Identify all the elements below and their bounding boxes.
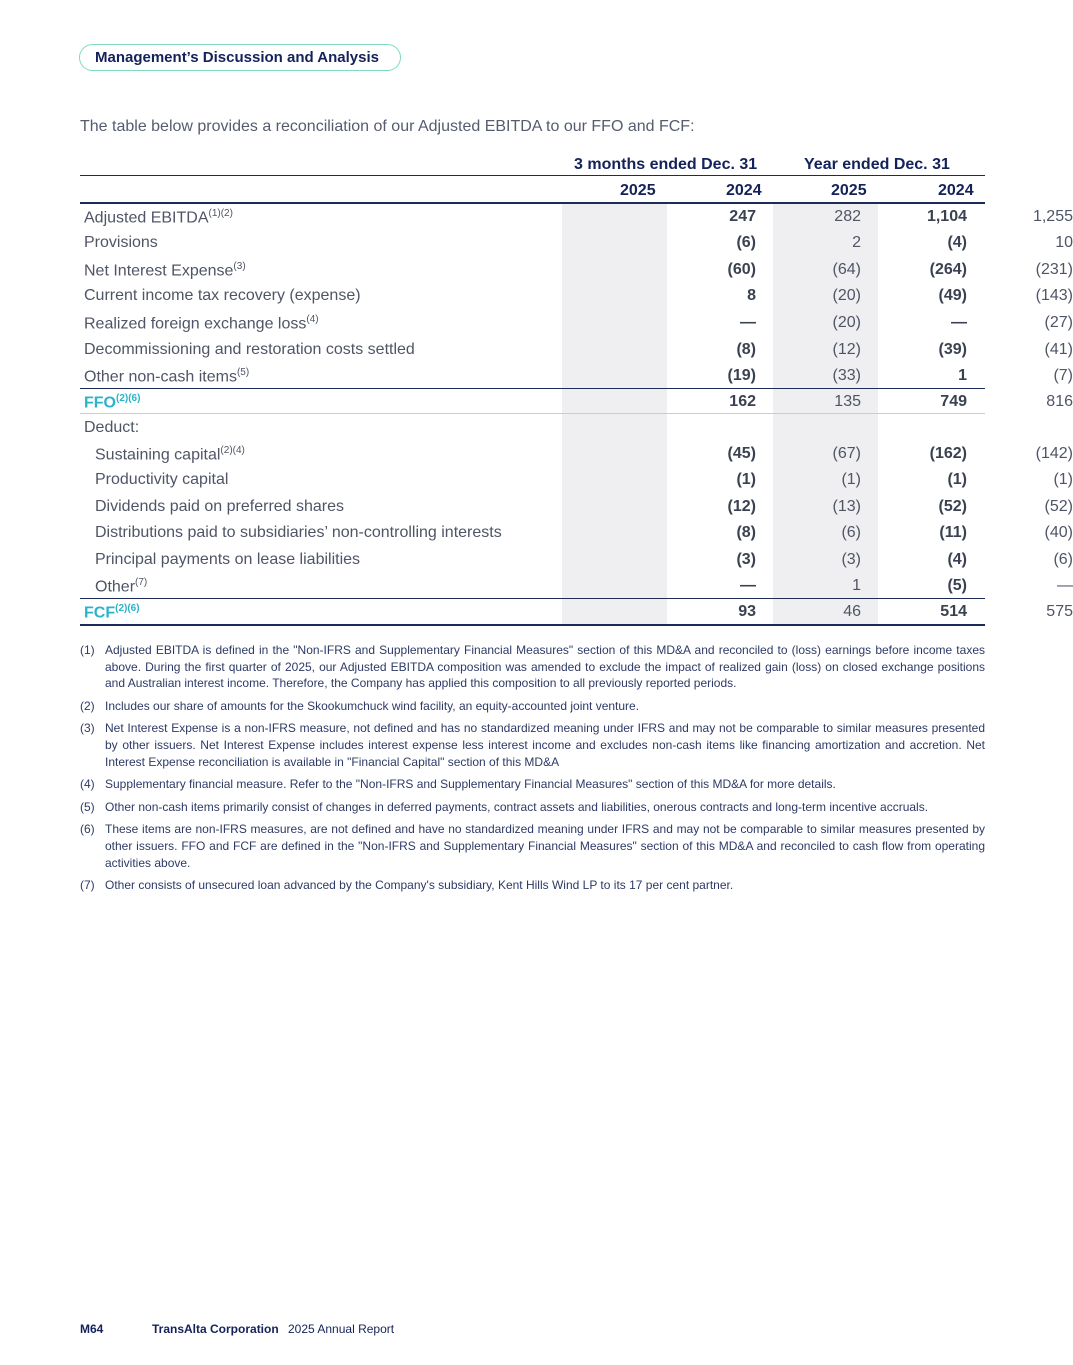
table-row (80, 363, 1073, 389)
table-row (80, 310, 1073, 336)
row-value: 514 (940, 603, 967, 620)
row-label (84, 234, 158, 252)
row-value: (52) (1044, 498, 1073, 515)
row-label (84, 367, 249, 386)
row-value: 135 (834, 393, 861, 410)
row-value: 10 (1055, 234, 1073, 251)
row-label-text: Principal payments on lease liabilities (95, 551, 361, 568)
section-header-pill (79, 44, 401, 71)
row-label-text: Dividends paid on preferred shares (95, 498, 345, 515)
row-value: 282 (834, 208, 861, 225)
row-value: (20) (832, 314, 861, 331)
footnote-ref: (2)(6) (115, 603, 140, 614)
row-value: 1 (958, 367, 967, 384)
footnote-ref: (5) (236, 367, 250, 378)
table-row (80, 599, 1073, 625)
year-header-q-2024: 2024 (726, 182, 762, 199)
intro-text: The table below provides a reconciliation of our Adjusted EBITDA to our FFO and FCF: (80, 118, 695, 135)
row-value: (41) (1044, 341, 1073, 358)
table-row (80, 441, 1073, 467)
row-label (95, 471, 228, 489)
row-value: 1,104 (926, 208, 967, 225)
row-value: 1 (852, 577, 861, 594)
row-label (84, 419, 139, 437)
footnotes (80, 642, 985, 900)
row-label-text: Realized foreign exchange loss (84, 315, 307, 333)
row-value: (67) (832, 445, 861, 462)
row-value: (6) (841, 524, 861, 541)
row-label (95, 445, 245, 464)
year-header-y-2024: 2024 (938, 182, 974, 199)
row-label-text: Other (95, 578, 136, 596)
page-footer (80, 1322, 395, 1336)
row-value: 247 (729, 208, 756, 225)
footnote: (3) Net Interest Expense is a non-IFRS measure, not defined and has no standardized meaning under IFRS and may not be comparable to similar measures presented by other issuers. Net Interest Expense includes interest expense less interest income and excludes non-cash items like financing amortization and accretion. Net Interest Expense reconciliation is available in "Financial Capital" section of this MD&A (80, 721, 985, 769)
table-row (80, 257, 1073, 283)
row-value: 46 (843, 603, 861, 620)
page-number: M64 (80, 1322, 104, 1336)
row-label-text: Provisions (84, 234, 158, 251)
row-value: (19) (727, 367, 756, 384)
table-row (80, 573, 1073, 599)
row-value: 162 (729, 393, 756, 410)
row-label (95, 577, 147, 596)
row-label-text: Productivity capital (95, 471, 229, 488)
table-row (80, 467, 1073, 493)
row-value: (162) (929, 445, 967, 462)
row-label (84, 393, 140, 412)
row-value: 93 (738, 603, 756, 620)
row-value: (7) (1053, 367, 1073, 384)
row-value: (3) (841, 551, 861, 568)
row-value: (1) (736, 471, 756, 488)
group-header-3-months: 3 months ended Dec. 31 (574, 156, 758, 173)
row-value: (264) (929, 261, 967, 278)
header-rule (80, 175, 985, 176)
row-label-text: Distributions paid to subsidiaries’ non-controlling interests (95, 524, 502, 541)
row-value: (20) (832, 287, 861, 304)
row-value: — (1057, 577, 1073, 594)
footnote-ref: (2)(4) (220, 445, 245, 456)
row-value: (27) (1044, 314, 1073, 331)
row-label-text: Other non-cash items (84, 368, 237, 386)
row-label (95, 498, 344, 516)
row-value: (11) (939, 524, 967, 541)
row-value: (12) (727, 498, 756, 515)
table-row (80, 520, 1073, 546)
row-value: (8) (736, 524, 756, 541)
row-value: (40) (1044, 524, 1073, 541)
row-label-text: FFO (84, 394, 116, 412)
row-label-text: Deduct: (84, 419, 140, 436)
row-value: (6) (1053, 551, 1073, 568)
row-value: (4) (947, 234, 967, 251)
row-value: — (740, 577, 756, 594)
footnote: (6) These items are non-IFRS measures, are not defined and have no standardized meaning under IFRS and may not be comparable to similar measures presented by other issuers. FFO and FCF are defined in the "Non-IFRS and Supplementary Financial Measures" section of this MD&A and reconciled to cash flow from operating activities above. (80, 822, 985, 870)
row-label (84, 603, 140, 622)
row-label (84, 341, 415, 359)
row-value: 816 (1046, 393, 1073, 410)
table-row (80, 547, 1073, 573)
row-value: (39) (938, 341, 967, 358)
row-value: (33) (832, 367, 861, 384)
row-value: (13) (832, 498, 861, 515)
row-label (84, 287, 361, 305)
row-label (95, 524, 502, 542)
table-row (80, 415, 985, 441)
row-label (84, 208, 233, 227)
footnote: (2) Includes our share of amounts for the Skookumchuck wind facility, an equity-accounted joint venture. (80, 698, 640, 713)
row-value: (52) (938, 498, 967, 515)
row-value: 1,255 (1032, 208, 1073, 225)
row-label-text: Current income tax recovery (expense) (84, 287, 361, 304)
footnote: (4) Supplementary financial measure. Refer to the "Non-IFRS and Supplementary Financial Measures" section of this MD&A for more details. (80, 777, 836, 792)
row-value: (12) (832, 341, 861, 358)
row-value: (231) (1035, 261, 1073, 278)
row-value: — (951, 314, 967, 331)
row-value: (5) (947, 577, 967, 594)
row-value: (8) (736, 341, 756, 358)
footnote-ref: (4) (306, 314, 319, 325)
row-label (84, 261, 246, 280)
table-row (80, 204, 1073, 230)
row-label-text: Sustaining capital (95, 446, 221, 464)
row-value: (60) (727, 261, 756, 278)
table-row (80, 230, 1073, 256)
footnote-ref: (1)(2) (208, 208, 233, 219)
report-name: 2025 Annual Report (288, 1322, 395, 1336)
row-value: (4) (947, 551, 967, 568)
year-header-q-2025: 2025 (620, 182, 656, 199)
row-value: — (740, 314, 756, 331)
footnote-ref: (3) (233, 261, 246, 272)
row-label-text: Net Interest Expense (84, 262, 234, 280)
row-value: (1) (841, 471, 861, 488)
company-name: TransAlta Corporation (152, 1322, 279, 1336)
table-row (80, 389, 1073, 415)
year-header-y-2025: 2025 (831, 182, 867, 199)
row-label (84, 314, 319, 333)
row-value: (64) (832, 261, 861, 278)
row-value: (3) (736, 551, 756, 568)
row-value: 749 (940, 393, 967, 410)
row-label-text: Adjusted EBITDA (84, 209, 209, 227)
row-value: 575 (1046, 603, 1073, 620)
footnote: (1) Adjusted EBITDA is defined in the "Non-IFRS and Supplementary Financial Measures" section of this MD&A and reconciled to (loss) earnings before income taxes above. During the first quarter of 2025, our Adjusted EBITDA composition was amended to exclude the impact of realized gain (loss) on closed exchange positions and Australian interest income. Therefore, the Company has applied this composition to all previously reported periods. (80, 643, 985, 691)
footnote: (7) Other consists of unsecured loan advanced by the Company's subsidiary, Kent Hills Wind LP to its 17 per cent partner. (80, 878, 734, 893)
footnote-ref: (7) (135, 577, 148, 588)
row-value: (142) (1035, 445, 1073, 462)
row-value: (6) (736, 234, 756, 251)
table-row (80, 283, 1073, 309)
section-title: Management’s Discussion and Analysis (95, 49, 379, 66)
row-value: (45) (727, 445, 756, 462)
group-header-year: Year ended Dec. 31 (804, 156, 950, 173)
row-value: (49) (938, 287, 967, 304)
table-row (80, 494, 1073, 520)
row-label (95, 551, 360, 569)
table-row (80, 337, 1073, 363)
footnote: (5) Other non-cash items primarily consist of changes in deferred payments, contract assets and liabilities, onerous contracts and long-term incentive accruals. (80, 799, 929, 814)
row-label-text: Decommissioning and restoration costs settled (84, 341, 415, 358)
row-value: 8 (747, 287, 756, 304)
row-value: (1) (947, 471, 967, 488)
row-value: (1) (1053, 471, 1073, 488)
row-label-text: FCF (84, 604, 116, 622)
row-value: (143) (1035, 287, 1073, 304)
row-value: 2 (852, 234, 861, 251)
footnote-ref: (2)(6) (116, 393, 141, 404)
